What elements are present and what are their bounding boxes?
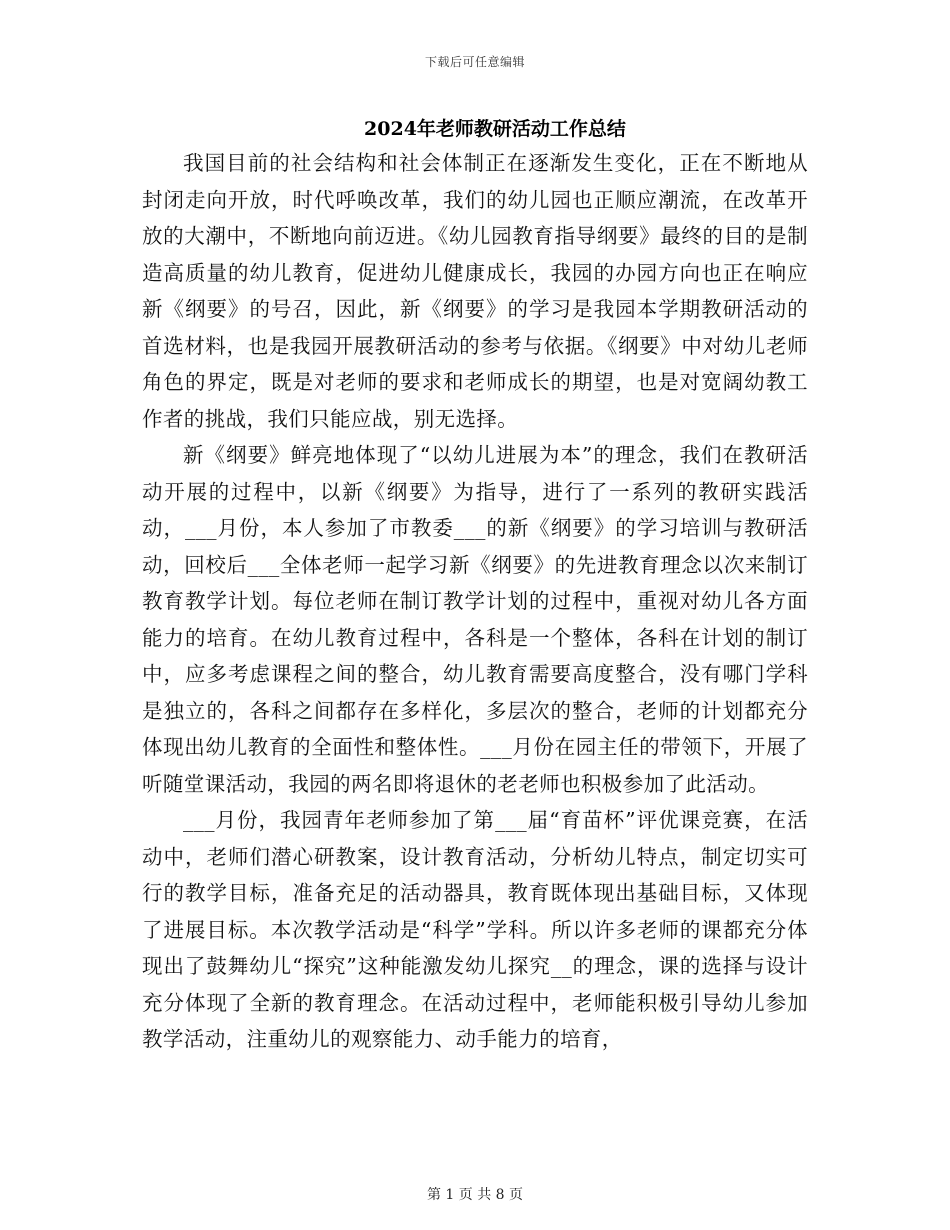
document-body [142,145,808,1058]
page-title: 2024年老师教研活动工作总结 [364,118,626,140]
header-note: 下载后可任意编辑 [424,55,525,69]
page-number-footer: 第 1 页 共 8 页 [426,1187,524,1203]
paragraph-1: 我国目前的社会结构和社会体制正在逐渐发生变化，正在不断地从封闭走向开放，时代呼唤改革，我们的幼儿园也正顺应潮流，在改革开放的大潮中，不断地向前迈进。《幼儿园教育指导纲要》最终的目的是制造高质量的幼儿教育，促进幼儿健康成长，我园的办园方向也正在响应新《纲要》的号召，因此，新《纲要》的学习是我园本学期教研活动的首选材料，也是我园开展教研活动的参考与依据。《纲要》中对幼儿老师角色的界定，既是对老师的要求和老师成长的期望，也是对宽阔幼教工作者的挑战，我们只能应战，别无选择。 [142,151,808,431]
paragraph-3: ___月份，我园青年老师参加了第___届“育苗杯”评优课竞赛，在活动中，老师们潜心研教案，设计教育活动，分析幼儿特点，制定切实可行的教学目标，准备充足的活动器具，教育既体现出基础目标，又体现了进展目标。本次教学活动是“科学”学科。所以许多老师的课都充分体现出了鼓舞幼儿“探究”这种能激发幼儿探究__的理念，课的选择与设计充分体现了全新的教育理念。在活动过程中，老师能积极引导幼儿参加教学活动，注重幼儿的观察能力、动手能力的培育， [142,808,808,1051]
paragraph-2: 新《纲要》鲜亮地体现了“以幼儿进展为本”的理念，我们在教研活动开展的过程中，以新《纲要》为指导，进行了一系列的教研实践活动，___月份，本人参加了市教委___的新《纲要》的学习培训与教研活动，回校后___全体老师一起学习新《纲要》的先进教育理念以次来制订教育教学计划。每位老师在制订教学计划的过程中，重视对幼儿各方面能力的培育。在幼儿教育过程中，各科是一个整体，各科在计划的制订中，应多考虑课程之间的整合，幼儿教育需要高度整合，没有哪门学科是独立的，各科之间都存在多样化，多层次的整合，老师的计划都充分体现出幼儿教育的全面性和整体性。___月份在园主任的带领下，开展了听随堂课活动，我园的两名即将退休的老老师也积极参加了此活动。 [142,443,808,796]
